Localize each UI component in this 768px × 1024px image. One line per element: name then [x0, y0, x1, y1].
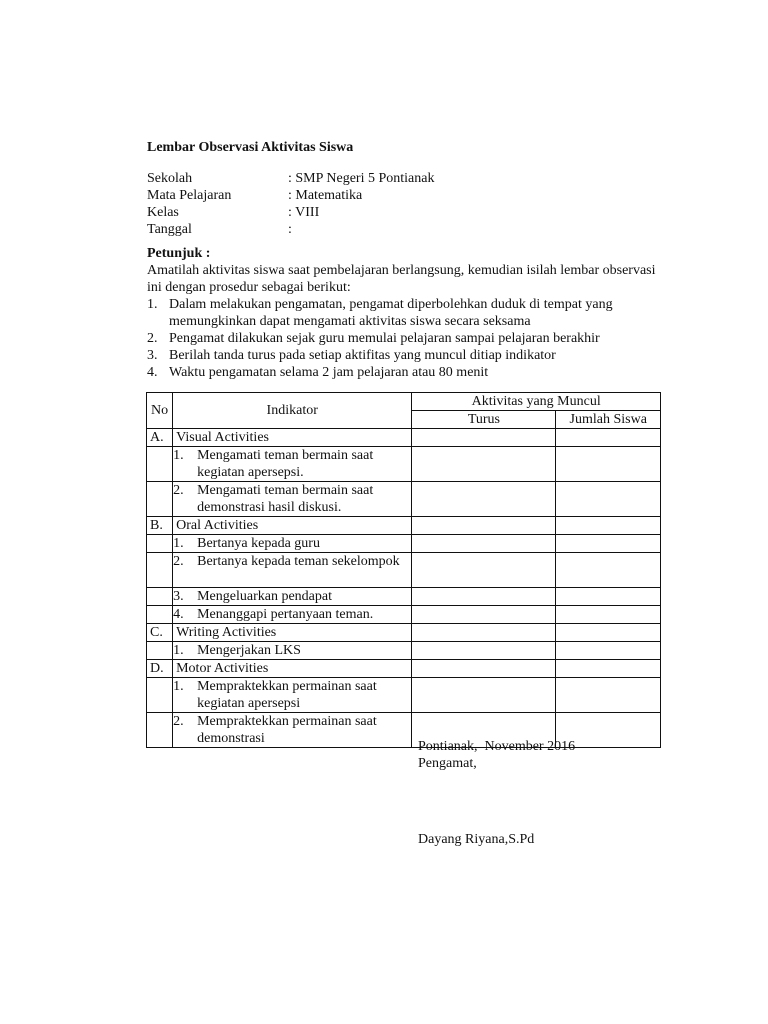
turus-cell[interactable] — [412, 624, 556, 642]
info-label: Sekolah — [147, 171, 193, 186]
item-text: Mengerjakan LKS — [197, 643, 301, 658]
indicator-cell — [173, 678, 412, 713]
instruction-number: 2. — [147, 331, 158, 346]
item-number: 1. — [173, 679, 184, 694]
section-code: B. — [147, 517, 173, 535]
indicator-cell — [173, 447, 412, 482]
document-title: Lembar Observasi Aktivitas Siswa — [147, 140, 354, 155]
table-row — [147, 482, 661, 517]
turus-cell[interactable] — [412, 517, 556, 535]
info-label: Mata Pelajaran — [147, 188, 232, 203]
signature-name: Dayang Riyana,S.Pd — [418, 832, 535, 847]
item-number: 1. — [173, 536, 184, 551]
item-number: 1. — [173, 448, 184, 463]
table-header-row — [147, 393, 661, 411]
no-cell — [147, 535, 173, 553]
item-number: 1. — [173, 643, 184, 658]
indicator-cell — [173, 535, 412, 553]
jumlah-cell[interactable] — [556, 517, 661, 535]
indicator-cell — [173, 588, 412, 606]
instructions-intro: Amatilah aktivitas siswa saat pembelajaran berlangsung, kemudian isilah lembar observasi ini dengan prosedur sebagai berikut: — [147, 263, 656, 295]
observation-table — [146, 392, 661, 748]
item-number: 3. — [173, 589, 184, 604]
item-text: Bertanya kepada guru — [197, 536, 320, 551]
turus-cell[interactable] — [412, 642, 556, 660]
header-jumlah-siswa: Jumlah Siswa — [556, 411, 661, 429]
no-cell — [147, 482, 173, 517]
info-row-sekolah — [147, 170, 434, 187]
instruction-number: 4. — [147, 365, 158, 380]
turus-cell[interactable] — [412, 429, 556, 447]
indicator-cell — [173, 606, 412, 624]
info-block — [147, 170, 434, 238]
item-text: Bertanya kepada teman sekelompok — [197, 554, 400, 569]
section-row-writing — [147, 624, 661, 642]
section-name: Motor Activities — [173, 660, 412, 678]
section-name: Visual Activities — [173, 429, 412, 447]
instruction-item — [147, 364, 667, 381]
item-number: 4. — [173, 607, 184, 622]
turus-cell[interactable] — [412, 588, 556, 606]
turus-cell[interactable] — [412, 678, 556, 713]
turus-cell[interactable] — [412, 660, 556, 678]
header-indikator: Indikator — [173, 393, 412, 429]
section-row-visual — [147, 429, 661, 447]
turus-cell[interactable] — [412, 553, 556, 588]
item-text: Mengeluarkan pendapat — [197, 589, 332, 604]
header-aktivitas: Aktivitas yang Muncul — [412, 393, 661, 411]
table-row — [147, 713, 661, 748]
info-row-tanggal — [147, 221, 434, 238]
no-cell — [147, 678, 173, 713]
indicator-cell — [173, 553, 412, 588]
table-row — [147, 606, 661, 624]
info-value: : Matematika — [288, 188, 363, 203]
no-cell — [147, 447, 173, 482]
info-value: : VIII — [288, 205, 320, 220]
no-cell — [147, 553, 173, 588]
header-turus: Turus — [412, 411, 556, 429]
table-row — [147, 588, 661, 606]
item-text: Mempraktekkan permainan saat kegiatan apersepsi — [197, 679, 377, 711]
turus-cell[interactable] — [412, 535, 556, 553]
no-cell — [147, 588, 173, 606]
indicator-cell — [173, 642, 412, 660]
info-value: : SMP Negeri 5 Pontianak — [288, 171, 435, 186]
turus-cell[interactable] — [412, 606, 556, 624]
jumlah-cell[interactable] — [556, 535, 661, 553]
header-no: No — [147, 393, 173, 429]
instruction-text: Dalam melakukan pengamatan, pengamat diperbolehkan duduk di tempat yang memungkinkan dapat mengamati aktivitas siswa secara seksama — [169, 297, 613, 329]
instruction-item — [147, 296, 667, 330]
section-code: D. — [147, 660, 173, 678]
jumlah-cell[interactable] — [556, 482, 661, 517]
instruction-text: Pengamat dilakukan sejak guru memulai pelajaran sampai pelajaran berakhir — [169, 331, 600, 346]
section-row-oral — [147, 517, 661, 535]
instruction-text: Waktu pengamatan selama 2 jam pelajaran atau 80 menit — [169, 365, 489, 380]
jumlah-cell[interactable] — [556, 606, 661, 624]
item-number: 2. — [173, 554, 184, 569]
item-text: Mempraktekkan permainan saat demonstrasi — [197, 714, 377, 746]
info-value: : — [288, 222, 292, 237]
turus-cell[interactable] — [412, 482, 556, 517]
jumlah-cell[interactable] — [556, 624, 661, 642]
item-number: 2. — [173, 714, 184, 729]
info-label: Kelas — [147, 205, 179, 220]
jumlah-cell[interactable] — [556, 588, 661, 606]
instruction-number: 1. — [147, 297, 158, 312]
section-name: Writing Activities — [173, 624, 412, 642]
item-text: Menanggapi pertanyaan teman. — [197, 607, 374, 622]
info-row-mata-pelajaran — [147, 187, 434, 204]
no-cell — [147, 642, 173, 660]
jumlah-cell[interactable] — [556, 447, 661, 482]
instructions-block — [147, 245, 667, 381]
instruction-item — [147, 347, 667, 364]
table-row — [147, 678, 661, 713]
table-row — [147, 553, 661, 588]
no-cell — [147, 606, 173, 624]
table-row — [147, 535, 661, 553]
instruction-item — [147, 330, 667, 347]
table-row — [147, 447, 661, 482]
no-cell — [147, 713, 173, 748]
item-text: Mengamati teman bermain saat kegiatan apersepsi. — [197, 448, 374, 480]
section-code: A. — [147, 429, 173, 447]
section-code: C. — [147, 624, 173, 642]
info-label: Tanggal — [147, 222, 192, 237]
table-row — [147, 642, 661, 660]
item-text: Mengamati teman bermain saat demonstrasi hasil diskusi. — [197, 483, 374, 515]
turus-cell[interactable] — [412, 447, 556, 482]
indicator-cell — [173, 482, 412, 517]
jumlah-cell[interactable] — [556, 642, 661, 660]
jumlah-cell[interactable] — [556, 678, 661, 713]
info-row-kelas — [147, 204, 434, 221]
section-name: Oral Activities — [173, 517, 412, 535]
instruction-text: Berilah tanda turus pada setiap aktifitas yang muncul ditiap indikator — [169, 348, 556, 363]
jumlah-cell[interactable] — [556, 553, 661, 588]
jumlah-cell[interactable] — [556, 429, 661, 447]
signature-place-date: Pontianak, November 2016 — [418, 739, 576, 754]
instructions-heading: Petunjuk : — [147, 246, 211, 261]
indicator-cell — [173, 713, 412, 748]
item-number: 2. — [173, 483, 184, 498]
section-row-motor — [147, 660, 661, 678]
signature-role: Pengamat, — [418, 756, 477, 771]
jumlah-cell[interactable] — [556, 660, 661, 678]
signature-block — [418, 738, 575, 772]
instruction-number: 3. — [147, 348, 158, 363]
